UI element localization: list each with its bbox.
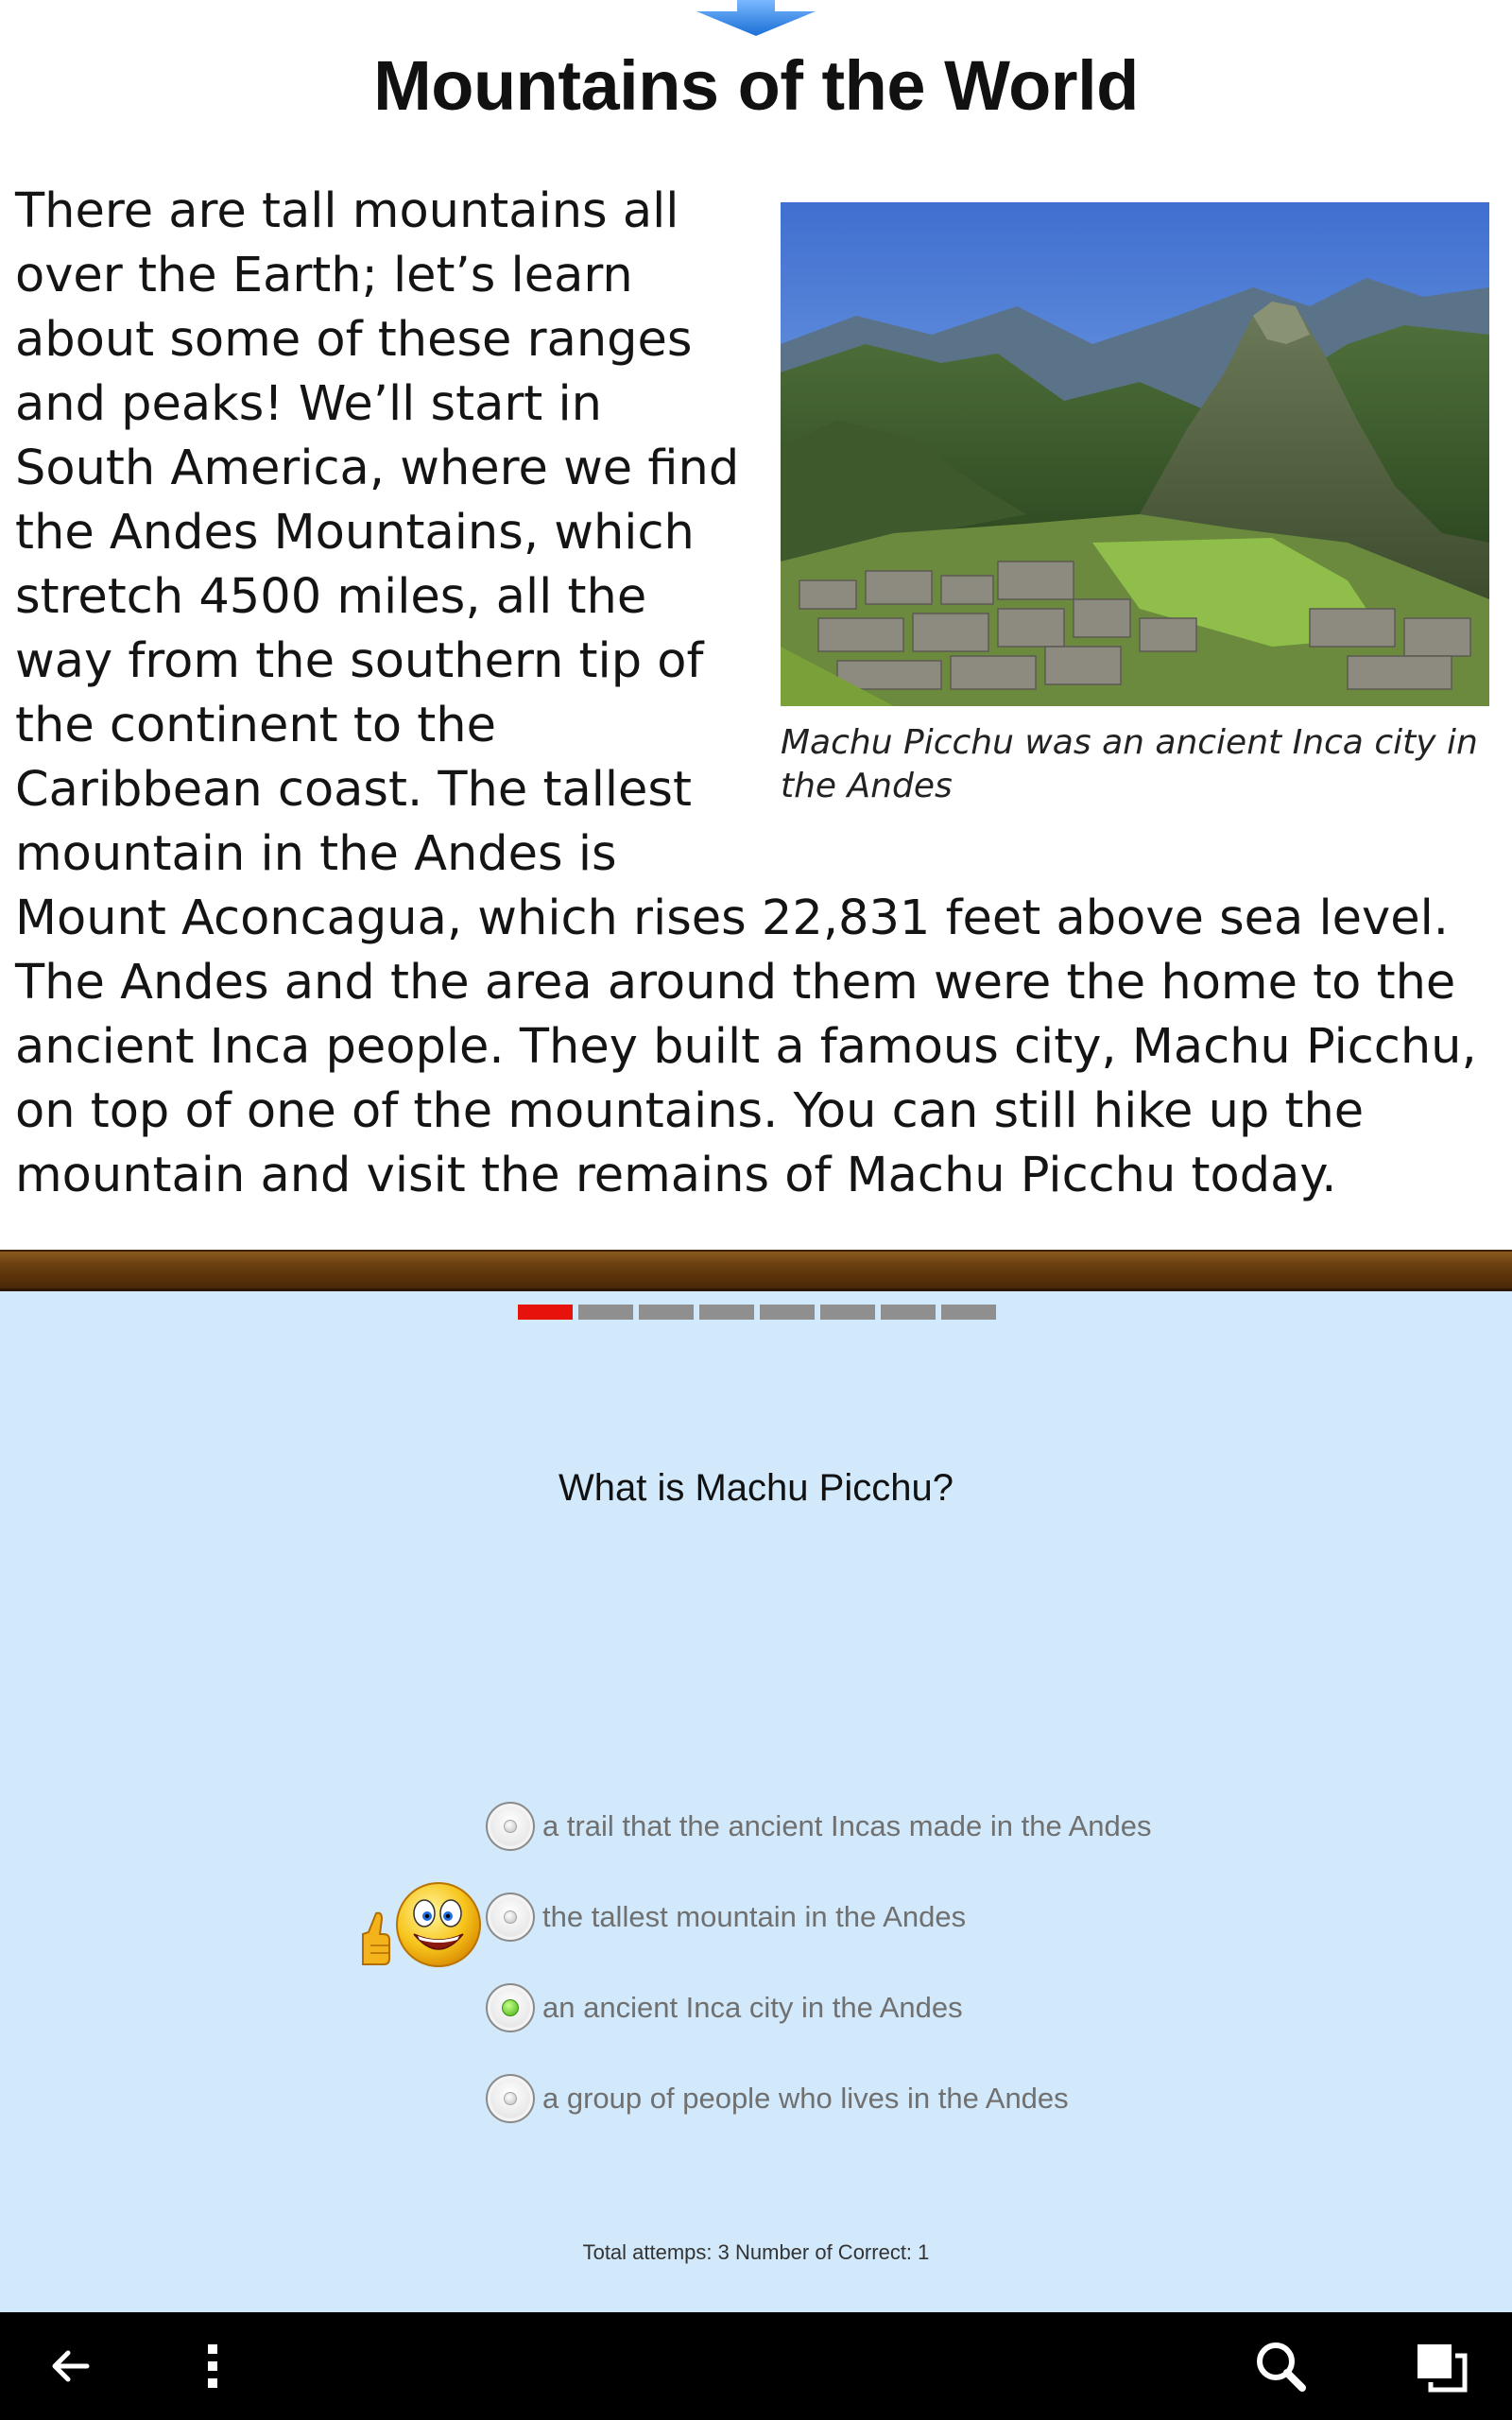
- radio-button[interactable]: [486, 1802, 535, 1851]
- progress-segment: [820, 1305, 875, 1320]
- progress-segment: [881, 1305, 936, 1320]
- page-title: Mountains of the World: [373, 46, 1139, 125]
- attempt-stats: Total attemps: 3 Number of Correct: 1: [582, 2240, 930, 2264]
- radio-button-selected[interactable]: [486, 1983, 535, 2032]
- recent-apps-button[interactable]: [1408, 2333, 1474, 2399]
- scroll-down-arrow-icon[interactable]: [695, 0, 817, 38]
- answer-option-2[interactable]: [486, 1891, 966, 1944]
- wood-divider: [0, 1250, 1512, 1291]
- question-text: What is Machu Picchu?: [558, 1467, 954, 1509]
- back-arrow-icon[interactable]: [38, 2333, 104, 2399]
- thumbs-up-smiley-icon: [355, 1877, 484, 1972]
- radio-button[interactable]: [486, 1893, 535, 1942]
- overflow-menu-icon[interactable]: [180, 2333, 246, 2399]
- search-icon[interactable]: [1247, 2333, 1314, 2399]
- article-figure: [781, 202, 1489, 808]
- progress-segment: [760, 1305, 815, 1320]
- answer-option-3[interactable]: [486, 1981, 963, 2034]
- machu-picchu-photo: [781, 202, 1489, 706]
- answer-label[interactable]: an ancient Inca city in the Andes: [542, 1991, 963, 2024]
- image-caption: Machu Picchu was an ancient Inca city in the Andes: [781, 723, 1478, 805]
- answer-option-1[interactable]: [486, 1800, 1152, 1853]
- answer-label[interactable]: a group of people who lives in the Andes: [542, 2082, 1069, 2115]
- progress-segment: [578, 1305, 633, 1320]
- recent-apps-icon[interactable]: [1408, 2333, 1474, 2399]
- answer-label[interactable]: the tallest mountain in the Andes: [542, 1900, 967, 1933]
- answer-label[interactable]: a trail that the ancient Incas made in the Andes: [542, 1809, 1152, 1842]
- progress-segment: [941, 1305, 996, 1320]
- progress-segment: [639, 1305, 694, 1320]
- search-button[interactable]: [1247, 2333, 1314, 2399]
- article-paragraph: There are tall mountains all over the Earth; let’s learn about some of these ranges and peaks! We’ll start in South America, where we find the Andes Mountains, which stretch 4500 miles, all the way from the southern tip of the continent to the Caribbean coast. The tallest mountain in the Andes is Mount Aconcagua, which rises 22,831 feet above sea level. The Andes and the area around them were the home to the ancient Inca people. They built a famous city, Machu Picchu, on top of one of the mountains. You can still hike up the mountain and visit the remains of Machu Picchu today.: [15, 183, 1477, 1203]
- answer-option-4[interactable]: [486, 2072, 1069, 2125]
- quiz-panel: [0, 1291, 1512, 2312]
- radio-button[interactable]: [486, 2074, 535, 2123]
- menu-button[interactable]: [180, 2333, 246, 2399]
- article-body: [15, 180, 1489, 1208]
- progress-segment: [699, 1305, 754, 1320]
- system-nav-bar: [0, 2312, 1512, 2420]
- back-button[interactable]: [38, 2333, 104, 2399]
- question-progress: [518, 1305, 996, 1320]
- progress-segment: [518, 1305, 573, 1320]
